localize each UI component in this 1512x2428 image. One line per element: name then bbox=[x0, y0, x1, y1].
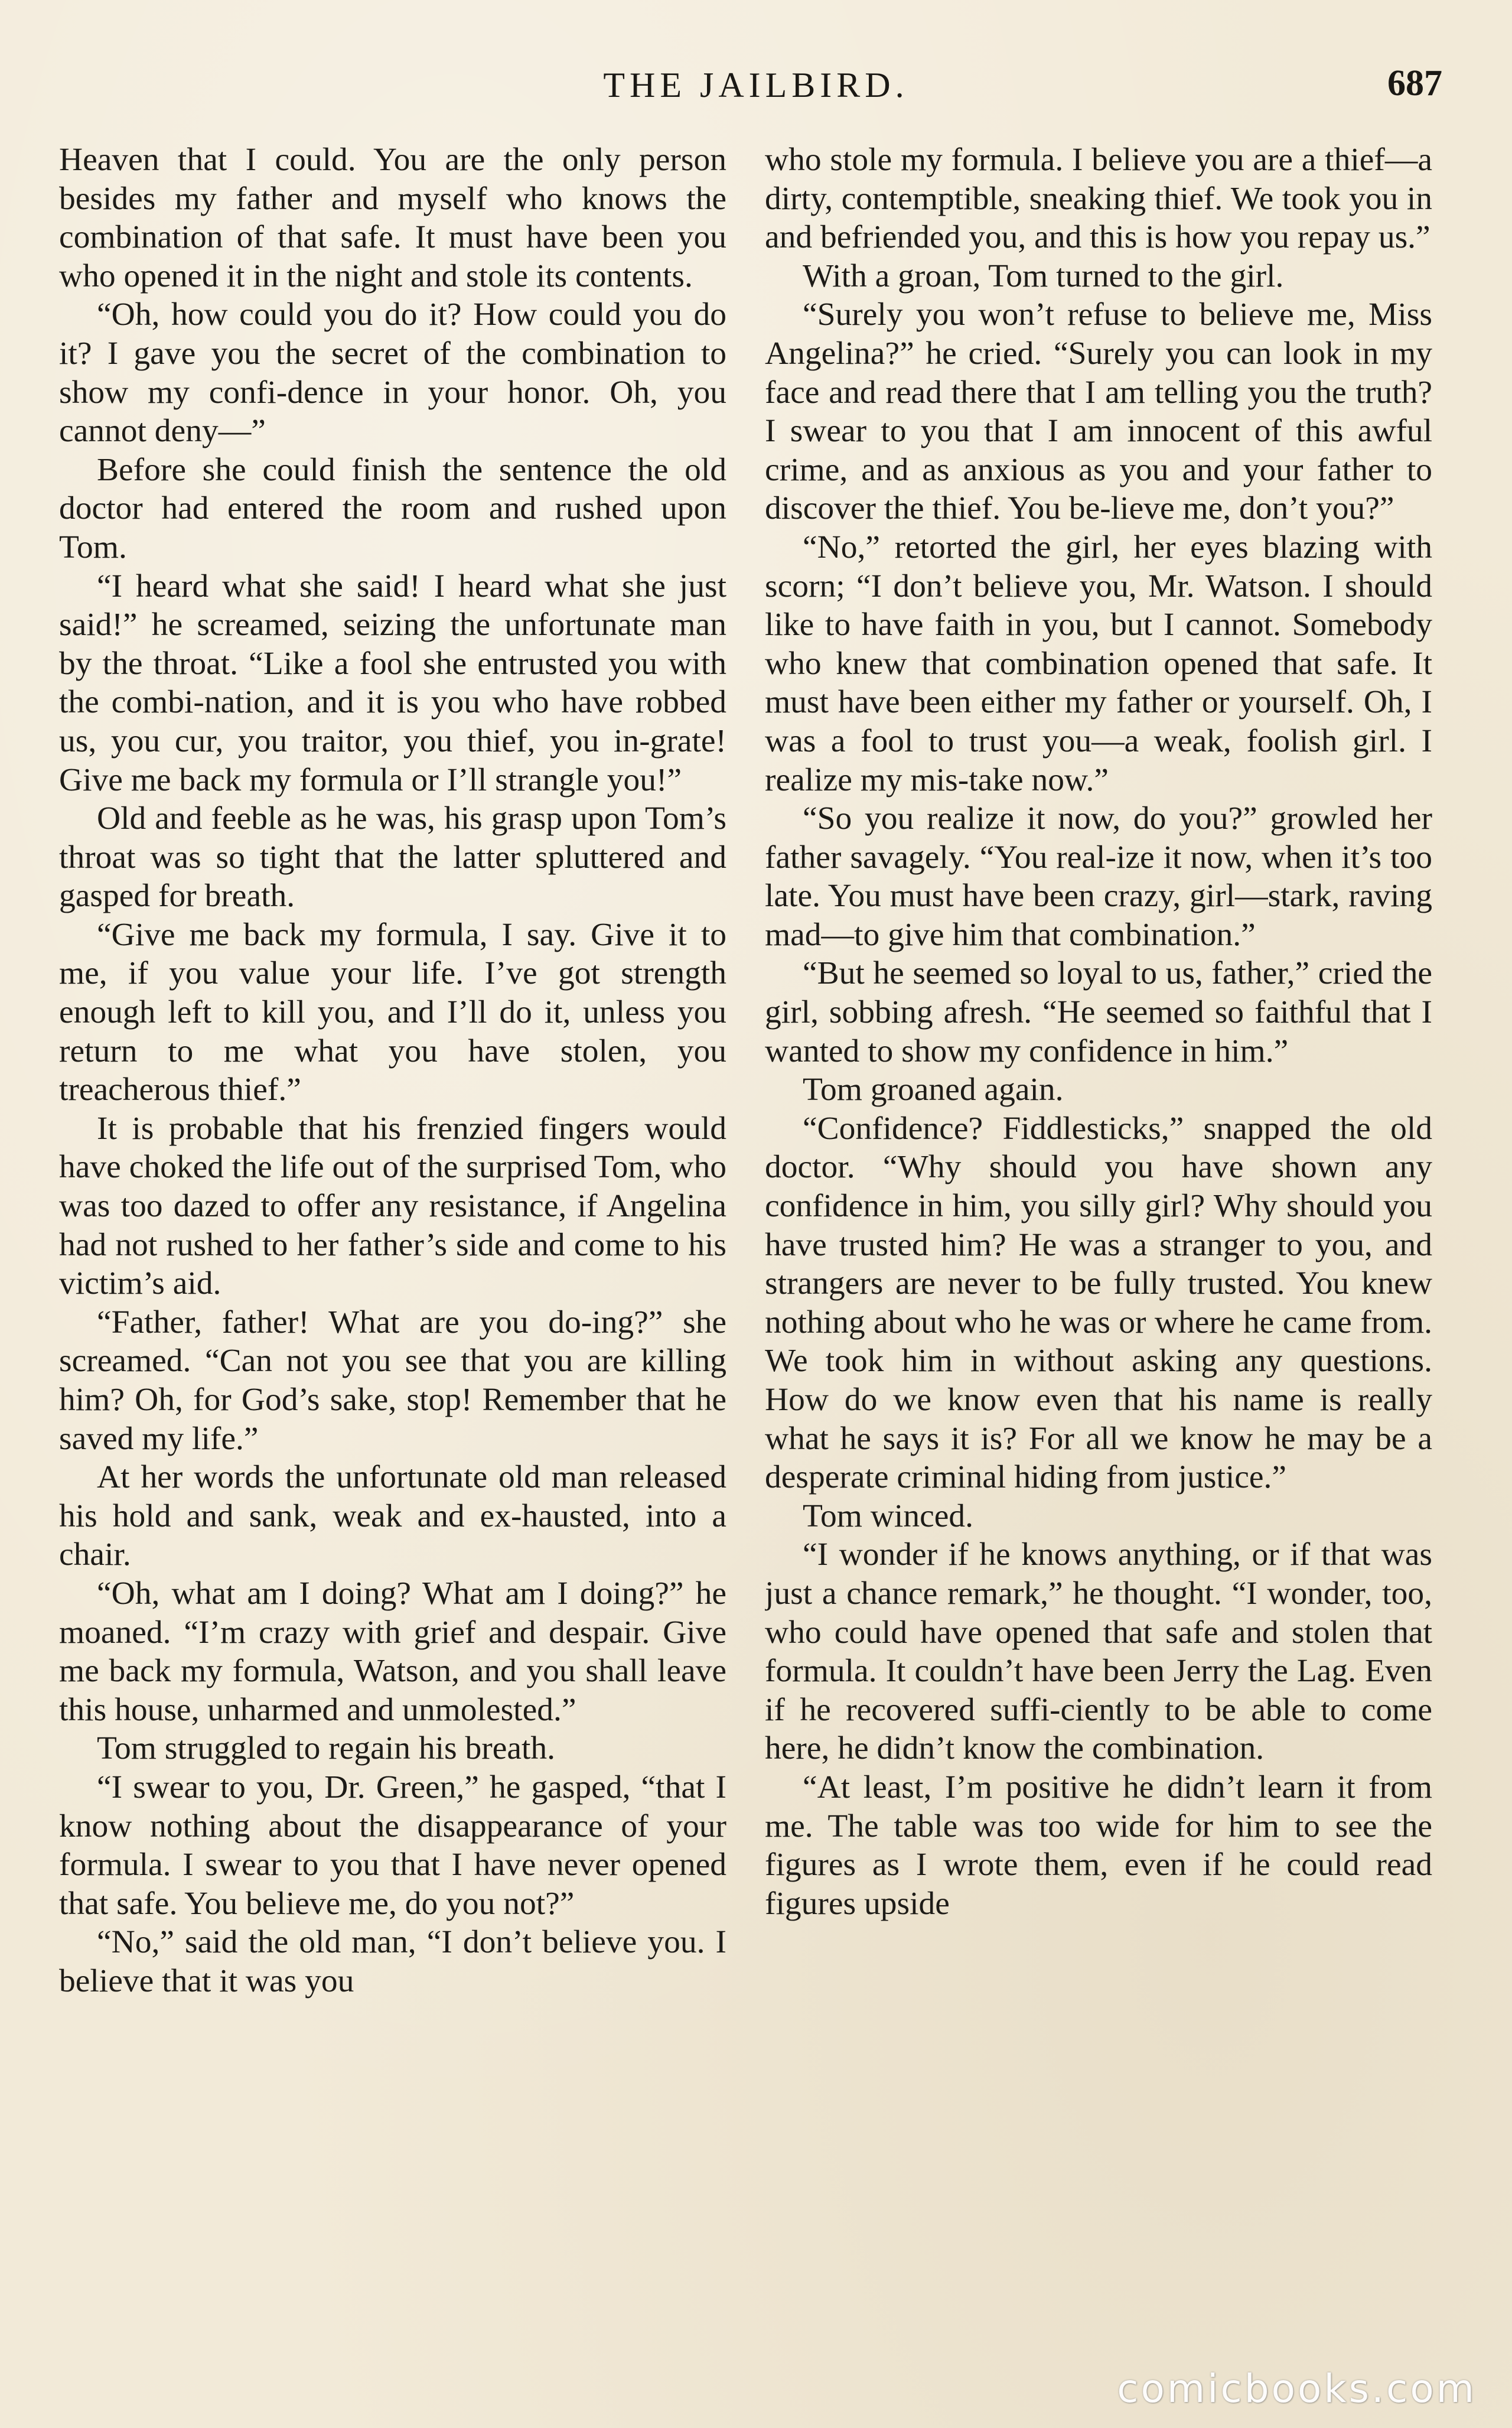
paragraph: “Oh, how could you do it? How could you do it? I gave you the secret of the combination to show my confi-dence in your honor. Oh, you cannot deny—” bbox=[59, 297, 726, 450]
paragraph: “Oh, what am I doing? What am I doing?” he moaned. “I’m crazy with grief and despair. Give me back my formula, Watson, and you shall leave this house, unharmed and unmolested.” bbox=[59, 1575, 726, 1728]
paragraph: “Surely you won’t refuse to believe me, Miss Angelina?” he cried. “Surely you can look in my face and read there that I am telling you the truth? I swear to you that I am innocent of this awful crime, and as anxious as you and your father to discover the thief. You be-lieve me, don’t you?” bbox=[765, 297, 1432, 527]
paragraph: “No,” retorted the girl, her eyes blazing with scorn; “I don’t believe you, Mr. Watson. I should like to have faith in you, but I cannot. Somebody who knew that combination opened that safe. It must have been either my father or yourself. Oh, I was a fool to trust you—a weak, foolish girl. I realize my mis-take now.” bbox=[765, 529, 1432, 798]
paragraph: “Confidence? Fiddlesticks,” snapped the old doctor. “Why should you have shown any confidence in him, you silly girl? Why should you have trusted him? He was a stranger to you, and strangers are never to be fully trusted. You knew nothing about who he was or where he came from. We took him in without asking any questions. How do we know even that his name is really what he says it is? For all we know he may be a desperate criminal hiding from justice.” bbox=[765, 1110, 1432, 1496]
paragraph: Heaven that I could. You are the only person besides my father and myself who knows the combination of that safe. It must have been you who opened it in the night and stole its contents. bbox=[59, 142, 726, 294]
paragraph: It is probable that his frenzied fingers would have choked the life out of the surprised Tom, who was too dazed to offer any resistance, if Angelina had not rushed to her father’s side and come to his victim’s aid. bbox=[59, 1110, 726, 1302]
paragraph: “Give me back my formula, I say. Give it to me, if you value your life. I’ve got strength enough left to kill you, and I’ll do it, unless you return to me what you have stolen, you treacherous thief.” bbox=[59, 916, 726, 1108]
running-title: THE JAILBIRD. bbox=[603, 66, 909, 105]
paragraph: “I wonder if he knows anything, or if that was just a chance remark,” he thought. “I wonder, too, who could have opened that safe and stolen that formula. It couldn’t have been Jerry the Lag. Even if he recovered suffi-ciently to be able to come here, he didn’t know the combination. bbox=[765, 1537, 1432, 1767]
right-text-column bbox=[765, 141, 1432, 2350]
paragraph: At her words the unfortunate old man released his hold and sank, weak and ex-hausted, into a chair. bbox=[59, 1459, 726, 1573]
left-text-column bbox=[59, 141, 726, 2350]
running-head bbox=[0, 57, 1512, 110]
paragraph: Old and feeble as he was, his grasp upon Tom’s throat was so tight that the latter spluttered and gasped for breath. bbox=[59, 800, 726, 914]
watermark-logo: comicbooks.com bbox=[1117, 2366, 1477, 2411]
paragraph: “At least, I’m positive he didn’t learn it from me. The table was too wide for him to see the figures as I wrote them, even if he could read figures upside bbox=[765, 1769, 1432, 1922]
paragraph: “But he seemed so loyal to us, father,” cried the girl, sobbing afresh. “He seemed so faithful that I wanted to show my confidence in him.” bbox=[765, 955, 1432, 1069]
paragraph: “No,” said the old man, “I don’t believe you. I believe that it was you bbox=[59, 1924, 726, 1999]
paragraph: Tom struggled to regain his breath. bbox=[97, 1730, 556, 1767]
paragraph: Tom winced. bbox=[803, 1498, 973, 1534]
paragraph: “So you realize it now, do you?” growled her father savagely. “You real-ize it now, when it’s too late. You must have been crazy, girl—stark, raving mad—to give him that combination.” bbox=[765, 800, 1432, 953]
paragraph: With a groan, Tom turned to the girl. bbox=[803, 258, 1284, 294]
page-number: 687 bbox=[1387, 63, 1442, 103]
paragraph: who stole my formula. I believe you are a thief—a dirty, contemptible, sneaking thief. We took you in and befriended you, and this is how you repay us.” bbox=[765, 142, 1432, 256]
paragraph: “I swear to you, Dr. Green,” he gasped, “that I know nothing about the disappearance of your formula. I swear to you that I have never opened that safe. You believe me, do you not?” bbox=[59, 1769, 726, 1922]
paragraph: “I heard what she said! I heard what she just said!” he screamed, seizing the unfortunate man by the throat. “Like a fool she entrusted you with the combi-nation, and it is you who have robbed us, you cur, you traitor, you thief, you in-grate! Give me back my formula or I’ll strangle you!” bbox=[59, 568, 726, 798]
paragraph: Before she could finish the sentence the old doctor had entered the room and rushed upon Tom. bbox=[59, 451, 726, 565]
paragraph: “Father, father! What are you do-ing?” she screamed. “Can not you see that you are killing him? Oh, for God’s sake, stop! Remember that he saved my life.” bbox=[59, 1304, 726, 1457]
paragraph: Tom groaned again. bbox=[803, 1072, 1064, 1108]
